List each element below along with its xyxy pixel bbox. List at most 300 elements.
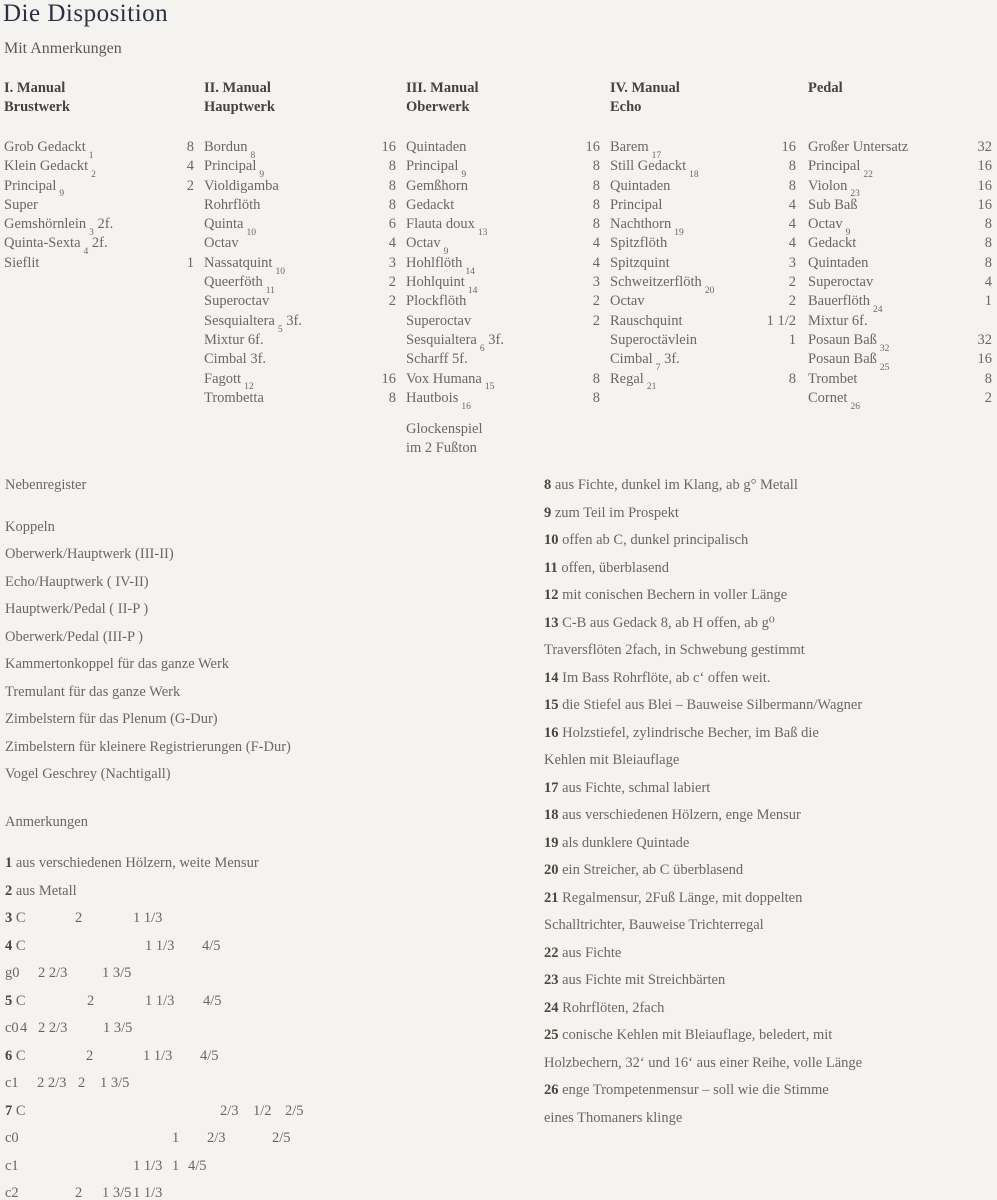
werk-column-4 xyxy=(610,79,808,459)
stop-name: Sesquialtera$_6$ 3f. xyxy=(406,331,504,354)
footnote-ref: 9 xyxy=(259,170,265,181)
stop-name: Rauschquint xyxy=(610,312,683,329)
stop-name: Vox Humana$_{15}$ xyxy=(406,370,495,393)
stop-row xyxy=(610,196,808,215)
stop-pitch: 2 xyxy=(984,389,992,406)
stop-pitch: 2 xyxy=(388,293,396,310)
mixture-row xyxy=(5,1125,540,1153)
stop-pitch xyxy=(544,331,610,350)
stop-pitch xyxy=(138,196,204,215)
stop-row xyxy=(808,177,997,200)
stop-row xyxy=(406,312,610,331)
stop-name: Principal$_9$ xyxy=(406,158,467,181)
stop-row xyxy=(4,254,204,273)
koppel-item: Zimbelstern für das Plenum (G-Dur) xyxy=(5,711,218,727)
stop-row xyxy=(808,254,997,273)
mixture-cell: 1 1/3 xyxy=(143,1047,173,1064)
stop-name: Cimbal$_7$ 3f. xyxy=(610,351,680,374)
note-line xyxy=(544,830,996,858)
stop-name: Violon$_{23}$ xyxy=(808,177,860,200)
footnote-ref: 4 xyxy=(83,247,89,258)
stop-pitch: 8 xyxy=(788,158,796,175)
note-text: enge Trompetenmensur – soll wie die Stimme xyxy=(562,1082,829,1098)
note-line xyxy=(544,692,996,720)
stop-row xyxy=(610,331,808,350)
stop-row xyxy=(4,157,204,181)
mixture-cell: 1 xyxy=(172,1157,180,1174)
stop-name: Quintaden xyxy=(610,177,671,194)
stop-row xyxy=(406,215,610,239)
note-line xyxy=(544,940,996,968)
section-spacer xyxy=(5,500,540,514)
stop-name: Grob Gedackt$_1$ xyxy=(4,139,94,161)
note-line xyxy=(544,582,996,610)
stop-row xyxy=(610,138,808,161)
stop-name: Trombet xyxy=(808,370,858,387)
mixture-row xyxy=(5,1070,540,1098)
stop-pitch: 1 1/2 xyxy=(766,312,796,329)
mixture-row xyxy=(5,1043,540,1071)
note-text: Holzbechern, 32‘ und 16‘ aus einer Reihe, volle Länge xyxy=(544,1054,863,1071)
stop-pitch: 2 xyxy=(186,177,194,194)
note-line xyxy=(544,527,996,555)
stop-row xyxy=(204,196,406,215)
mixture-cell: 4/5 xyxy=(188,1157,207,1174)
mixture-row-label: 5 C xyxy=(5,992,26,1009)
mixture-cell: 2/3 xyxy=(207,1130,226,1146)
note-number: 19 xyxy=(544,834,559,851)
mixture-cell: 1 1/3 xyxy=(133,1157,163,1174)
stop-row xyxy=(4,138,204,161)
anmerkungen-text-notes xyxy=(5,850,540,905)
note-text: C-B aus Gedack 8, ab H offen, ab g⁰ xyxy=(562,614,775,631)
stop-name: Octav xyxy=(610,293,645,310)
mixture-row-label: 7 C xyxy=(5,1102,26,1119)
note-number: 7 xyxy=(5,1102,13,1119)
stop-list xyxy=(4,138,204,273)
stop-pitch: 1 xyxy=(788,331,796,348)
footnote-ref: 9 xyxy=(443,247,449,258)
stop-pitch: 16 xyxy=(977,177,992,194)
stop-list xyxy=(406,138,610,412)
stop-name: Quintaden xyxy=(808,254,869,271)
stop-row xyxy=(4,234,204,258)
koppel-item: Kammertonkoppel für das ganze Werk xyxy=(5,656,230,672)
footnote-ref: 21 xyxy=(646,382,657,393)
mixture-cell: 2 xyxy=(75,1185,83,1200)
stop-row xyxy=(808,138,997,157)
stop-name: Quinta$_{10}$ xyxy=(204,216,256,239)
note-number: 3 xyxy=(5,910,13,926)
stop-row xyxy=(406,234,610,258)
page-title: Die Disposition xyxy=(3,0,169,27)
note-number: 11 xyxy=(544,559,558,576)
footnote-ref: 26 xyxy=(850,401,860,412)
stop-name: Super xyxy=(4,196,38,213)
note-line xyxy=(544,1077,996,1105)
note-line xyxy=(544,665,996,693)
mixture-row-label: c2 xyxy=(5,1185,19,1200)
stop-pitch: 16 xyxy=(585,139,600,155)
koppel-item: Zimbelstern für kleinere Registrierungen (F-Dur) xyxy=(5,738,291,755)
stop-row xyxy=(204,370,406,393)
stop-name: Principal xyxy=(610,196,663,213)
koppel-item: Hauptwerk/Pedal ( II-P ) xyxy=(5,601,149,617)
stop-pitch: 2 xyxy=(592,293,600,310)
note-line xyxy=(544,1022,996,1050)
footnote-ref: 14 xyxy=(465,266,475,277)
stop-pitch: 8 xyxy=(592,158,600,175)
stop-list xyxy=(204,138,406,408)
stop-name: Posaun Baß$_{32}$ xyxy=(808,331,890,354)
note-text: offen ab C, dunkel principalisch xyxy=(562,532,749,548)
note-text: aus Fichte, schmal labiert xyxy=(562,779,711,796)
note-number: 24 xyxy=(544,999,559,1016)
section-spacer xyxy=(5,836,540,850)
stop-pitch: 8 xyxy=(592,177,600,194)
manual-label: I. Manual xyxy=(4,80,66,96)
column-header xyxy=(4,79,204,116)
stop-pitch: 4 xyxy=(788,235,796,252)
stop-pitch xyxy=(340,350,406,369)
note-text: als dunklere Quintade xyxy=(562,834,690,851)
stop-row xyxy=(406,350,610,369)
werk-column-3 xyxy=(406,79,610,459)
footnote-ref: 9 xyxy=(59,189,65,200)
mixture-cell: 1 3/5 xyxy=(103,1020,133,1036)
stop-row xyxy=(204,234,406,253)
stop-row xyxy=(204,273,406,296)
footnote-ref: 12 xyxy=(244,382,254,393)
mixture-cell: 1 xyxy=(172,1130,180,1146)
koppeln-list xyxy=(5,541,540,789)
stop-name: Gemshörnlein$_3$ 2f. xyxy=(4,216,114,239)
footnote-ref: 10 xyxy=(275,266,285,277)
werk-label: Brustwerk xyxy=(4,98,71,115)
stop-row xyxy=(204,312,406,335)
note-number: 10 xyxy=(544,532,559,548)
stop-name: Sieflit xyxy=(4,254,40,271)
stop-row xyxy=(4,177,204,200)
note-line xyxy=(544,500,996,528)
mixture-cell: 4/5 xyxy=(200,1047,219,1064)
note-number: 9 xyxy=(544,504,552,521)
stop-row xyxy=(808,157,997,181)
footnote-ref: 13 xyxy=(477,228,488,239)
note-number: 20 xyxy=(544,862,559,878)
mixture-row xyxy=(5,960,540,988)
stop-pitch: 8 xyxy=(388,196,396,213)
mixture-row xyxy=(5,1015,540,1043)
stop-row xyxy=(406,138,610,157)
stop-name: Flauta doux$_{13}$ xyxy=(406,216,488,239)
note-line xyxy=(544,885,996,913)
footnote-ref: 7 xyxy=(655,363,661,374)
page-subtitle: Mit Anmerkungen xyxy=(4,40,122,57)
note-text: aus Metall xyxy=(15,882,77,899)
mixture-cell: 2 2/3 xyxy=(38,1020,68,1036)
footnote-ref: 23 xyxy=(850,189,860,200)
stop-row xyxy=(406,157,610,181)
note-number: 12 xyxy=(544,587,559,603)
mixture-row xyxy=(5,988,540,1016)
manual-label: II. Manual xyxy=(204,80,271,96)
stop-pitch: 4 xyxy=(788,196,796,213)
stop-row xyxy=(610,273,808,296)
mixture-cell: 2 xyxy=(86,1047,94,1064)
stop-row xyxy=(4,215,204,239)
mixture-cell: 2 xyxy=(78,1075,86,1091)
stop-pitch: 4 xyxy=(186,158,194,175)
stop-pitch: 16 xyxy=(381,139,396,155)
stop-row xyxy=(406,254,610,277)
stop-name: Octav xyxy=(204,235,239,252)
footnote-ref: 16 xyxy=(461,401,471,412)
column-header xyxy=(808,79,997,116)
stop-pitch: 2 xyxy=(788,274,796,291)
stop-row xyxy=(610,350,808,374)
stop-pitch: 8 xyxy=(592,216,600,233)
stop-pitch: 3 xyxy=(388,254,396,271)
stop-name: Gedackt xyxy=(406,196,455,213)
stop-pitch: 8 xyxy=(984,216,992,233)
note-text: Traversflöten 2fach, in Schwebung gestimmt xyxy=(544,642,805,658)
note-number: 1 xyxy=(5,855,13,871)
stop-name: Octav$_9$ xyxy=(808,216,851,239)
stop-row xyxy=(406,331,610,354)
mixture-cell: 1 3/5 xyxy=(102,1185,132,1200)
stop-name: Nachthorn$_{19}$ xyxy=(610,216,684,239)
mixture-row xyxy=(5,905,540,933)
note-number: 16 xyxy=(544,724,559,741)
footnote-ref: 25 xyxy=(879,363,890,374)
column-header xyxy=(204,79,406,116)
stop-name: Gedackt xyxy=(808,235,857,252)
note-number: 17 xyxy=(544,779,559,796)
stop-row xyxy=(406,370,610,393)
stop-row xyxy=(204,157,406,181)
stop-row xyxy=(808,234,997,253)
stop-pitch xyxy=(740,350,808,369)
werk-column-5 xyxy=(808,79,997,459)
stop-name: Regal$_{21}$ xyxy=(610,370,657,393)
note-line xyxy=(544,1105,996,1133)
stop-name: Trombetta xyxy=(204,389,264,406)
mixture-cell: 2 2/3 xyxy=(37,1075,67,1091)
stop-pitch: 8 xyxy=(984,370,992,387)
note-number: 15 xyxy=(544,697,559,713)
stop-pitch: 4 xyxy=(984,274,992,291)
stop-row xyxy=(808,292,997,316)
stop-pitch: 16 xyxy=(977,158,992,175)
note-text: ein Streicher, ab C überblasend xyxy=(562,862,744,878)
manual-label: III. Manual xyxy=(406,80,479,96)
stop-name: Superoctav xyxy=(808,274,874,291)
mixture-cell: 1 3/5 xyxy=(102,965,132,981)
stop-row xyxy=(610,312,808,331)
disposition-table xyxy=(4,79,997,459)
stop-name: Quintaden xyxy=(406,139,467,155)
mixture-row-label: 3 C xyxy=(5,910,26,926)
note-text: aus verschiedenen Hölzern, enge Mensur xyxy=(562,807,801,823)
stop-name: Hohlflöth$_{14}$ xyxy=(406,254,475,277)
stop-row xyxy=(204,215,406,239)
stop-name: Principal$_9$ xyxy=(4,177,65,200)
section-spacer xyxy=(5,789,540,809)
note-text: aus Fichte mit Streichbärten xyxy=(562,972,726,988)
note-text: mit conischen Bechern in voller Länge xyxy=(562,587,788,603)
note-line xyxy=(544,555,996,583)
stop-name: Cimbal 3f. xyxy=(204,351,267,368)
footnote-ref: 9 xyxy=(845,228,851,239)
note-text: aus Fichte, dunkel im Klang, ab g° Metall xyxy=(554,477,798,493)
glockenspiel-note xyxy=(406,420,610,459)
stop-name: Octav$_9$ xyxy=(406,235,449,258)
stop-pitch: 16 xyxy=(381,370,396,387)
stop-row xyxy=(610,215,808,239)
footnote-ref: 6 xyxy=(479,343,485,354)
mixture-row-label: c0 xyxy=(5,1130,19,1146)
mixture-cell: 2 2/3 xyxy=(38,965,68,981)
mixture-cell: 4 xyxy=(20,1020,28,1036)
stop-name: Gemßhorn xyxy=(406,177,469,194)
mixture-row-label: c0 xyxy=(5,1020,19,1036)
werk-label: Echo xyxy=(610,98,642,115)
mixture-cell: 1 3/5 xyxy=(100,1075,130,1091)
note-text: Regalmensur, 2Fuß Länge, mit doppelten xyxy=(562,889,803,906)
stop-row xyxy=(610,177,808,196)
mixture-cell: 2 xyxy=(87,992,95,1009)
stop-row xyxy=(808,370,997,389)
footnote-ref: 32 xyxy=(879,343,890,354)
glockenspiel-line: im 2 Fußton xyxy=(406,440,477,457)
mixture-cell: 2/5 xyxy=(272,1130,291,1146)
stop-name: Still Gedackt$_{18}$ xyxy=(610,158,699,181)
note-line xyxy=(544,637,996,665)
glockenspiel-line: Glockenspiel xyxy=(406,421,483,438)
stop-row xyxy=(610,254,808,273)
stop-name: Nassatquint$_{10}$ xyxy=(204,254,285,277)
stop-row xyxy=(204,138,406,161)
stop-pitch: 2 xyxy=(788,293,796,310)
note-text: aus verschiedenen Hölzern, weite Mensur xyxy=(15,855,259,871)
note-number: 13 xyxy=(544,614,559,631)
werk-label: Hauptwerk xyxy=(204,98,275,115)
note-number: 23 xyxy=(544,972,559,988)
stop-name: Superoctävlein xyxy=(610,331,697,348)
note-line xyxy=(544,802,996,830)
note-number: 14 xyxy=(544,669,559,686)
stop-pitch: 8 xyxy=(388,158,396,175)
manual-label: IV. Manual xyxy=(610,80,680,96)
stop-name: Queerföth$_{11}$ xyxy=(204,274,275,296)
stop-name: Sub Baß xyxy=(808,196,858,213)
stop-row xyxy=(406,389,610,412)
stop-name: Schweitzerflöth$_{20}$ xyxy=(610,274,715,296)
stop-pitch: 16 xyxy=(977,196,992,213)
koppel-item: Tremulant für das ganze Werk xyxy=(5,683,181,700)
manual-label: Pedal xyxy=(808,80,843,96)
stop-name: Bauerflöth$_{24}$ xyxy=(808,293,883,316)
stop-pitch: 8 xyxy=(592,370,600,387)
stop-name: Violdigamba xyxy=(204,177,279,194)
mixture-composition-table xyxy=(5,905,540,1200)
note-line xyxy=(544,747,996,775)
note-text: eines Thomaners klinge xyxy=(544,1109,683,1126)
stop-pitch: 8 xyxy=(388,177,396,194)
mixture-row-label: c1 xyxy=(5,1075,19,1091)
note-text: Rohrflöten, 2fach xyxy=(562,999,665,1016)
stop-pitch: 8 xyxy=(984,235,992,252)
stop-name: Principal$_{22}$ xyxy=(808,158,873,181)
mixture-cell: 2 xyxy=(75,910,83,926)
mixture-row xyxy=(5,1098,540,1126)
stop-pitch xyxy=(544,350,610,369)
note-text: conische Kehlen mit Bleiauflage, beledert, mit xyxy=(562,1027,833,1043)
column-header xyxy=(406,79,610,116)
stop-pitch xyxy=(340,331,406,350)
note-text: offen, überblasend xyxy=(561,559,669,576)
stop-name: Großer Untersatz xyxy=(808,139,909,155)
note-line xyxy=(544,857,996,885)
note-line xyxy=(5,850,540,878)
stop-pitch xyxy=(138,215,204,234)
note-line xyxy=(544,912,996,940)
stop-name: Mixtur 6f. xyxy=(808,312,868,329)
stop-row xyxy=(406,177,610,196)
note-text: Holzstiefel, zylindrische Becher, im Baß die xyxy=(562,724,819,741)
mixture-row-label: c1 xyxy=(5,1157,19,1174)
stop-pitch: 8 xyxy=(788,370,796,387)
footnote-ref: 20 xyxy=(704,285,715,296)
mixture-row-label: 6 C xyxy=(5,1047,26,1064)
stop-pitch: 32 xyxy=(977,331,992,348)
stop-name: Scharff 5f. xyxy=(406,351,468,368)
note-text: zum Teil im Prospekt xyxy=(554,504,679,521)
stop-name: Superoctav xyxy=(406,312,472,329)
stop-row xyxy=(204,177,406,196)
note-number: 18 xyxy=(544,807,559,823)
note-line xyxy=(544,720,996,748)
stop-pitch: 4 xyxy=(592,235,600,252)
anmerkungen-heading: Anmerkungen xyxy=(5,813,88,830)
mixture-row-label: 4 C xyxy=(5,937,26,954)
stop-pitch: 32 xyxy=(977,139,992,155)
koppel-item: Vogel Geschrey (Nachtigall) xyxy=(5,766,171,782)
stop-row xyxy=(406,273,610,296)
stop-name: Cornet$_{26}$ xyxy=(808,389,860,412)
note-line xyxy=(544,610,996,638)
stop-row xyxy=(808,273,997,292)
note-line xyxy=(544,472,996,500)
stop-pitch: 8 xyxy=(592,196,600,213)
note-line xyxy=(544,995,996,1023)
note-text: Im Bass Rohrflöte, ab c‘ offen weit. xyxy=(562,669,771,686)
stop-pitch: 1 xyxy=(186,254,194,271)
note-line xyxy=(5,878,540,906)
note-line xyxy=(544,967,996,995)
footnote-ref: 15 xyxy=(484,382,495,393)
note-line xyxy=(544,1050,996,1078)
stop-name: Hautbois$_{16}$ xyxy=(406,389,471,412)
stop-row xyxy=(204,254,406,277)
stop-pitch xyxy=(340,312,406,331)
stop-row xyxy=(610,157,808,181)
stop-name: Rohrflöth xyxy=(204,196,261,213)
stop-row xyxy=(610,234,808,253)
stop-pitch: 8 xyxy=(592,389,600,406)
footnote-ref: 11 xyxy=(265,285,275,296)
